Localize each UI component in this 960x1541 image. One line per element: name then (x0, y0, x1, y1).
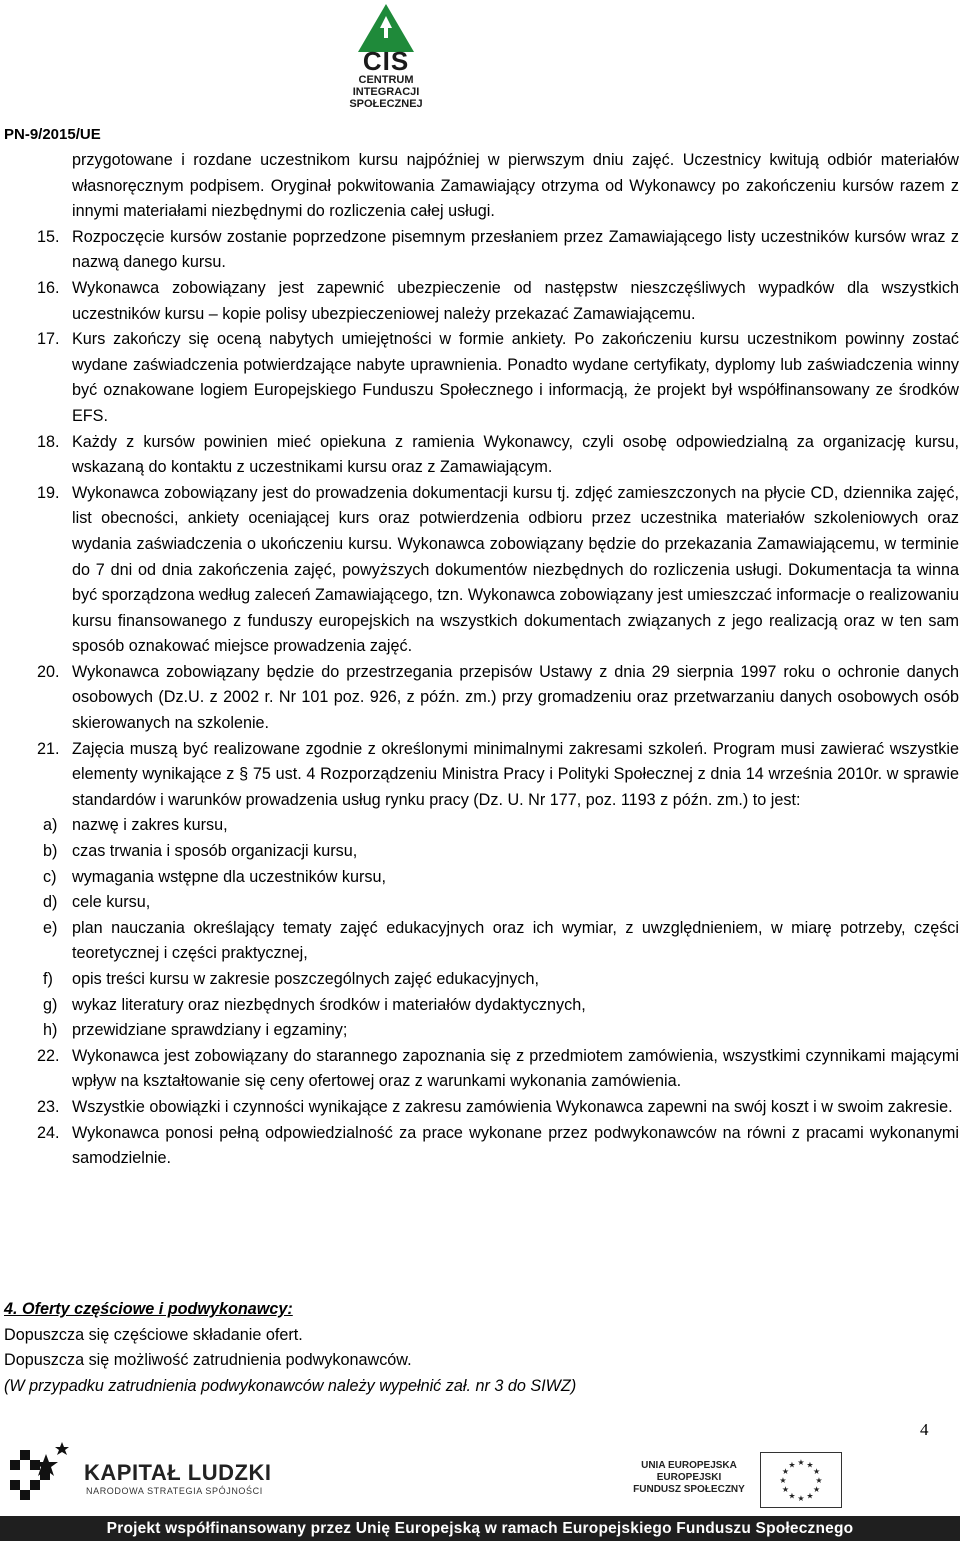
list-item-letter: c) (43, 867, 57, 886)
list-item-text: Wykonawca zobowiązany będzie do przestrzegania przepisów Ustawy z dnia 29 sierpnia 1997 roku o ochronie danych osobowych (Dz.U. z 2002 r. Nr 101 poz. 926, z późn. zm.) przy gromadzeniu oraz przetwarzaniu danych osobowych osób skierowanych na szkolenie. (72, 662, 959, 733)
list-item-number: 17. (37, 330, 60, 349)
list-item-number: 19. (37, 483, 60, 502)
eu-line-3: FUNDUSZ SPOŁECZNY (633, 1484, 745, 1495)
sub-list-item (0, 967, 960, 993)
eu-star-icon: ★ (815, 1476, 823, 1485)
eu-logo-text (628, 1460, 750, 1496)
logo-main-text: CIS (362, 46, 410, 76)
list-item-text: cele kursu, (72, 893, 151, 912)
list-item (0, 327, 960, 429)
list-item-letter: b) (43, 842, 58, 861)
eu-star-icon: ★ (813, 1467, 821, 1476)
list-item-text: Kurs zakończy się oceną nabytych umiejętności w formie ankiety. Po zakończeniu kursu uczestnikom powinny zostać wydane zaświadczenia potwierdzające nabyte uprawnienia. Ponadto wydane certyfikaty, dyplomy lub zaświadczenia winny być oznakowane logiem Europejskiego Funduszu Społecznego i informacją, że projekt był współfinansowany ze środków EFS. (72, 330, 959, 425)
list-item-number: 21. (37, 739, 60, 758)
list-item-number: 20. (37, 662, 60, 681)
logo-line-3: SPOŁECZNEJ (349, 98, 423, 110)
requirements-list (0, 148, 960, 1172)
list-item (0, 481, 960, 660)
list-item (0, 276, 960, 327)
logo-line-1: CENTRUM (358, 74, 414, 86)
list-item-text: przygotowane i rozdane uczestnikom kursu najpóźniej w pierwszym dniu zajęć. Uczestnicy kwitują odbiór materiałów własnoręcznym podpisem. Oryginał pokwitowania Zamawiający otrzyma od Wykonawcy po zakończeniu kursów razem z innymi materiałami niezbędnymi do rozliczenia całej usługi. (72, 151, 959, 221)
list-item-text: Wykonawca zobowiązany jest zapewnić ubezpieczenie od następstw nieszczęśliwych wypadków dla wszystkich uczestników kursu – kopie polisy ubezpieczeniowej należy przekazać Zamawiającemu. (72, 278, 959, 323)
list-item-letter: a) (43, 816, 58, 835)
list-item-number: 15. (37, 227, 60, 246)
list-item-text: Rozpoczęcie kursów zostanie poprzedzone pisemnym przesłaniem przez Zamawiającego listy uczestników kursów wraz z nazwą danego kursu. (72, 227, 959, 272)
list-item-number: 22. (37, 1046, 60, 1065)
list-item-number: 18. (37, 432, 60, 451)
list-item-text: Każdy z kursów powinien mieć opiekuna z ramienia Wykonawcy, czyli osobę odpowiedzialną za organizację kursu, wskazaną do kontaktu z uczestnikami kursu oraz z Zamawiającym. (72, 432, 959, 477)
list-item-text: Wykonawca jest zobowiązany do starannego zapoznania się z przedmiotem zamówienia, wszystkimi czynnikami mającymi wpływ na kształtowanie się ceny ofertowej oraz z warunkami wykonania zamówienia. (72, 1046, 959, 1091)
eu-star-icon: ★ (788, 1460, 796, 1470)
sub-list-item (0, 916, 960, 967)
list-item-text: plan nauczania określający tematy zajęć edukacyjnych oraz ich wymiar, z uwzględnieniem, w miarę potrzeby, części teoretycznej i części praktycznej, (72, 918, 959, 963)
page-number: 4 (920, 1420, 929, 1439)
kapital-ludzki-logo (6, 1440, 296, 1510)
list-item-text: Zajęcia muszą być realizowane zgodnie z określonymi minimalnymi zakresami szkoleń. Program musi zawierać wszystkie elementy wynikające z § 75 ust. 4 Rozporządzeniu Ministra Pracy i Polityki Społecznej z dnia 14 września 2010r. w sprawie standardów i warunków prowadzenia usług rynku pracy (Dz. U. Nr 177, poz. 1193 z późn. zm.) to jest: (72, 739, 959, 809)
eu-star-icon: ★ (806, 1491, 814, 1501)
section-4-line-1: Dopuszcza się częściowe składanie ofert. (4, 1325, 303, 1344)
list-item (0, 1044, 960, 1095)
list-item-text: opis treści kursu w zakresie poszczególnych zajęć edukacyjnych, (72, 970, 539, 988)
sub-list-item (0, 813, 960, 839)
list-item-letter: e) (43, 918, 58, 937)
sub-list-item (0, 993, 960, 1019)
logo-line-2: INTEGRACJI (352, 86, 420, 98)
section-4 (4, 1297, 954, 1399)
list-item (0, 148, 960, 225)
list-item-text: Wykonawca ponosi pełną odpowiedzialność za prace wykonane przez podwykonawców na równi z pracami wykonanymi samodzielnie. (72, 1123, 959, 1168)
list-item-number: 24. (37, 1123, 60, 1142)
list-item-text: wykaz literatury oraz niezbędnych środków i materiałów dydaktycznych, (72, 995, 586, 1014)
list-item-text: czas trwania i sposób organizacji kursu, (72, 842, 358, 861)
section-4-note: (W przypadku zatrudnienia podwykonawców należy wypełnić zał. nr 3 do SIWZ) (4, 1376, 577, 1395)
list-item (0, 430, 960, 481)
eu-star-icon: ★ (781, 1485, 789, 1494)
sub-list-item (0, 890, 960, 916)
list-item-number: 23. (37, 1097, 60, 1116)
footer-logos (0, 1440, 960, 1515)
list-item-text: nazwę i zakres kursu, (72, 816, 228, 835)
list-item-letter: f) (43, 970, 53, 988)
list-item-text: wymagania wstępne dla uczestników kursu, (72, 867, 387, 886)
kapital-ludzki-subtitle: NARODOWA STRATEGIA SPÓJNOŚCI (86, 1486, 263, 1496)
list-item-number: 16. (37, 278, 60, 297)
list-item-letter: h) (43, 1021, 58, 1040)
eu-star-icon: ★ (813, 1485, 821, 1494)
eu-line-2: EUROPEJSKI (656, 1472, 722, 1483)
eu-logo (628, 1452, 928, 1512)
sub-list-item (0, 1018, 960, 1044)
list-item (0, 737, 960, 814)
list-item (0, 1095, 960, 1121)
list-item-text: Wykonawca zobowiązany jest do prowadzenia dokumentacji kursu tj. zdjęć zamieszczonych na płycie CD, dziennika zajęć, list obecności, ankiety oceniającej kurs oraz potwierdzenia odbioru przez uczestnika materiałów szkoleniowych oraz wydania zaświadczenia o ukończeniu kursu. Wykonawca zobowiązany będzie do przekazania Zamawiającemu, w terminie do 7 dni od dnia zakończenia zajęć, powyższych dokumentów niezbędnych do rozliczenia usługi. Dokumentacja ta winna być sporządzona według zaleceń Zamawiającego, tzn. Wykonawca zobowiązany jest umieszczać informacje o realizowaniu kursu finansowanego z funduszy europejskich na wszystkich dokumentach związanych z jego realizacją oraz w ten sam sposób oznakować miejsce prowadzenia zajęć. (72, 483, 960, 656)
eu-star-icon: ★ (779, 1476, 787, 1485)
list-item-letter: g) (43, 995, 58, 1014)
list-item-letter: d) (43, 893, 58, 912)
document-reference: PN-9/2015/UE (4, 126, 101, 143)
list-item (0, 660, 960, 737)
eu-flag-icon (760, 1452, 842, 1508)
eu-star-icon: ★ (797, 1494, 805, 1503)
eu-star-icon: ★ (806, 1460, 814, 1470)
eu-line-1: UNIA EUROPEJSKA (641, 1460, 737, 1471)
list-item (0, 1121, 960, 1172)
sub-list-item (0, 865, 960, 891)
kapital-ludzki-title: KAPITAŁ LUDZKI (84, 1460, 272, 1485)
sub-list-item (0, 839, 960, 865)
section-4-line-2: Dopuszcza się możliwość zatrudnienia podwykonawców. (4, 1351, 412, 1370)
section-4-title: 4. Oferty częściowe i podwykonawcy: (4, 1300, 293, 1318)
kapital-ludzki-icon (6, 1440, 78, 1510)
eu-star-icon: ★ (797, 1458, 805, 1467)
eu-star-icon: ★ (788, 1491, 796, 1501)
cis-logo (336, 2, 436, 112)
list-item-text: przewidziane sprawdziany i egzaminy; (72, 1021, 348, 1040)
footer-cofinancing-bar: Projekt współfinansowany przez Unię Europejską w ramach Europejskiego Funduszu Społecznego (0, 1516, 960, 1541)
list-item-text: Wszystkie obowiązki i czynności wynikające z zakresu zamówienia Wykonawca zapewni na swój koszt i w swoim zakresie. (72, 1097, 953, 1116)
eu-star-icon: ★ (781, 1467, 789, 1476)
list-item (0, 225, 960, 276)
